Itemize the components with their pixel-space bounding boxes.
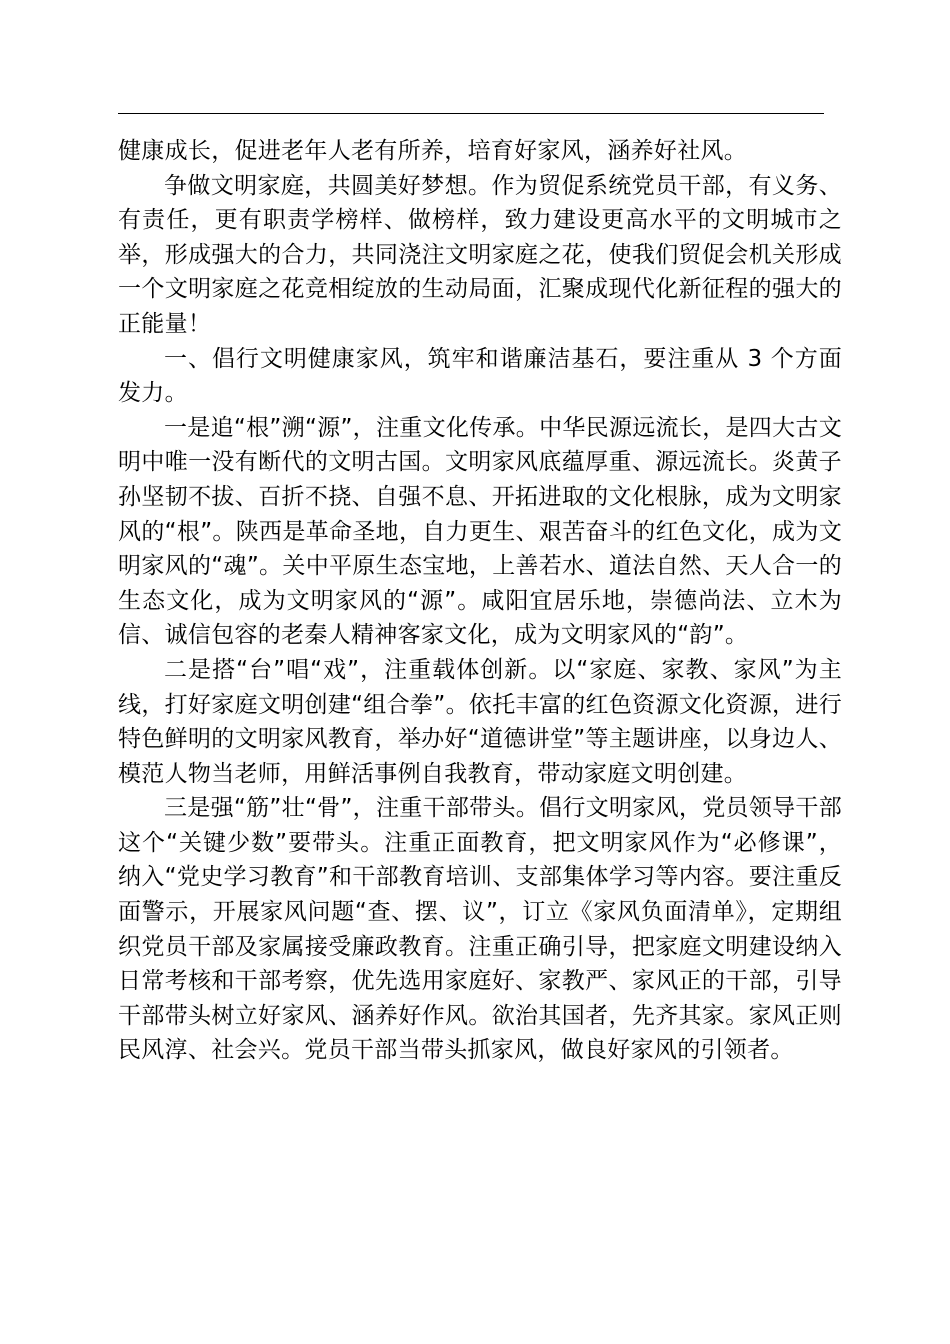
paragraph-civilized-family: 争做文明家庭，共圆美好梦想。作为贸促系统党员干部，有义务、有责任，更有职责学榜样、做榜样，致力建设更高水平的文明城市之举，形成强大的合力，共同浇注文明家庭之花，使我们贸促会机关形成一个文明家庭之花竞相绽放的生动局面，汇聚成现代化新征程的强大的正能量！ (118, 172, 842, 337)
paragraph-continuation: 健康成长，促进老年人老有所养，培育好家风，涵养好社风。 (118, 138, 748, 164)
document-body (118, 134, 842, 1068)
section-heading-one: 一、倡行文明健康家风，筑牢和谐廉洁基石，要注重从 3 个方面发力。 (118, 345, 842, 407)
header-rule (118, 113, 824, 114)
paragraph-roots: 一是追“根”溯“源”，注重文化传承。中华民源远流长，是四大古文明中唯一没有断代的文明古国。文明家风底蕴厚重、源远流长。炎黄子孙坚韧不拔、百折不挠、自强不息、开拓进取的文化根脉，成为文明家风的“根”。陕西是革命圣地，自力更生、艰苦奋斗的红色文化，成为文明家风的“魂”。关中平原生态宝地，上善若水、道法自然、天人合一的生态文化，成为文明家风的“源”。咸阳宜居乐地，崇德尚法、立木为信、诚信包容的老秦人精神客家文化，成为文明家风的“韵”。 (118, 414, 842, 649)
paragraph-cadres: 三是强“筋”壮“骨”，注重干部带头。倡行文明家风，党员领导干部这个“关键少数”要带头。注重正面教育，把文明家风作为“必修课”，纳入“党史学习教育”和干部教育培训、支部集体学习等内容。要注重反面警示，开展家风问题“查、摆、议”，订立《家风负面清单》，定期组织党员干部及家属接受廉政教育。注重正确引导，把家庭文明建设纳入日常考核和干部考察，优先选用家庭好、家教严、家风正的干部，引导干部带头树立好家风、涵养好作风。欲治其国者，先齐其家。家风正则民风淳、社会兴。党员干部当带头抓家风，做良好家风的引领者。 (118, 795, 842, 1064)
paragraph-platform: 二是搭“台”唱“戏”，注重载体创新。以“家庭、家教、家风”为主线，打好家庭文明创建“组合拳”。依托丰富的红色资源文化资源，进行特色鲜明的文明家风教育，举办好“道德讲堂”等主题讲座，以身边人、模范人物当老师，用鲜活事例自我教育，带动家庭文明创建。 (118, 656, 842, 787)
